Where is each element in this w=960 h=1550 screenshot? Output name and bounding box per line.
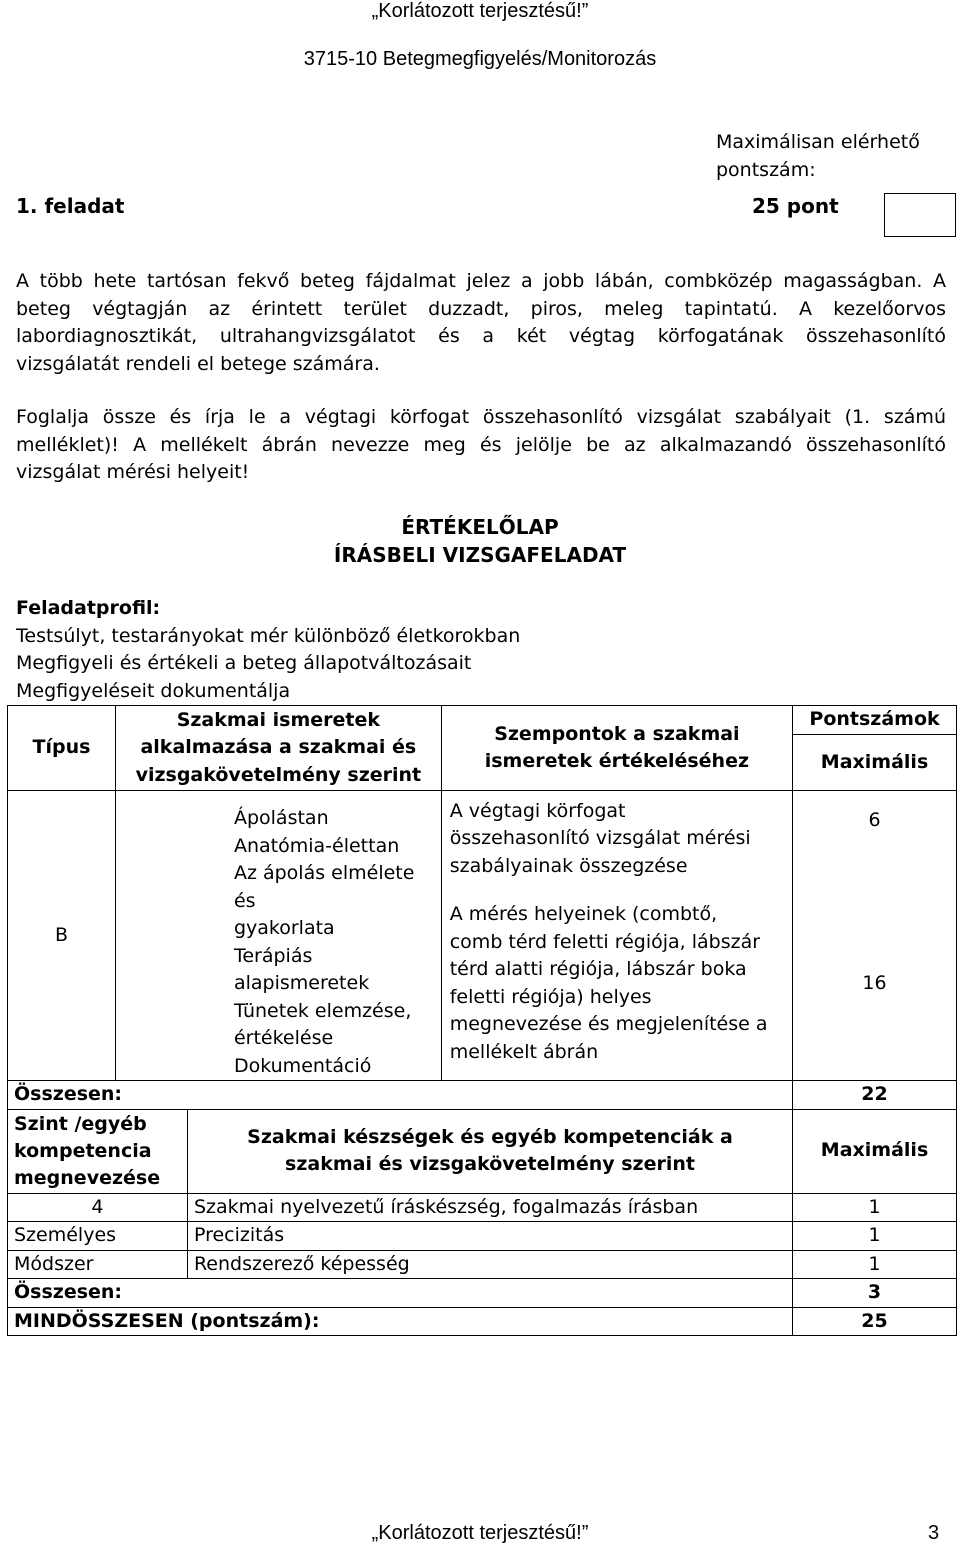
profile-item: Megfigyeléseit dokumentálja: [16, 679, 291, 702]
criteria-2: [441, 887, 792, 1080]
col-header-skills: [187, 1109, 792, 1193]
exam-code: 3715-10 Betegmegfigyelés/Monitorozás: [303, 48, 657, 70]
criteria-line: térd alatti régiója, lábszár boka: [449, 958, 747, 981]
criteria-line: szabályainak összegzése: [449, 854, 688, 877]
evaluation-title-1: ÉRTÉKELŐLAP: [401, 515, 559, 539]
criteria-line: mellékelt ábrán: [449, 1040, 599, 1063]
row-skill: Rendszerező képesség: [187, 1250, 792, 1279]
row-points: 1: [793, 1250, 957, 1279]
task-points: 25 pont: [752, 194, 839, 218]
col-header-knowledge-line: Szakmai ismeretek: [176, 708, 381, 731]
instruction-line: Foglalja össze és írja le a végtagi körfogat összehasonlító vizsgálat szabályait (1. számú: [16, 406, 946, 428]
col-header-knowledge-line: alkalmazása a szakmai és: [140, 736, 417, 759]
page-number: 3: [928, 1522, 940, 1544]
description-line: beteg végtagján az érintett terület duzzadt, piros, meleg tapintatú. A kezelőorvos: [16, 297, 946, 320]
col-header-knowledge: [115, 706, 441, 791]
col-header-level: [8, 1109, 188, 1193]
criteria-1: [441, 791, 792, 888]
type-value: B: [8, 791, 116, 1081]
max-points-label-line2: pontszám:: [716, 159, 816, 181]
col-header-points: Pontszámok: [793, 706, 957, 735]
criteria-line: comb térd feletti régiója, lábszár: [449, 930, 761, 953]
criteria-line: A mérés helyeinek (combtő,: [449, 903, 718, 926]
row-points: 1: [793, 1193, 957, 1222]
evaluation-title-2: ÍRÁSBELI VIZSGAFELADAT: [333, 543, 627, 567]
score-box: [884, 193, 956, 237]
table-row: [8, 1222, 957, 1251]
task-instructions: [16, 404, 946, 487]
subtotal2-value: 3: [793, 1279, 957, 1308]
instruction-line: vizsgálat mérési helyeit!: [16, 461, 250, 483]
knowledge-item: gyakorlata: [233, 917, 335, 939]
grand-total-value: 25: [793, 1307, 957, 1336]
subtotal-label: Összesen:: [8, 1081, 793, 1110]
knowledge-item: Ápolástan: [233, 807, 329, 829]
knowledge-item: Dokumentáció: [233, 1054, 372, 1077]
restriction-header: „Korlátozott terjesztésű!”: [371, 0, 589, 22]
col-header-criteria-line: ismeretek értékeléséhez: [484, 750, 750, 772]
row-level: Módszer: [8, 1250, 188, 1279]
task-title: 1. feladat: [16, 194, 125, 218]
criteria-line: összehasonlító vizsgálat mérési: [449, 827, 751, 850]
description-line: labordiagnosztikát, ultrahangvizsgálatot és a két végtag körfogatának összehasonlító: [16, 325, 946, 347]
table-row: [8, 1250, 957, 1279]
knowledge-item: Az ápolás elmélete és: [233, 862, 415, 912]
profile-label: Feladatprofil:: [16, 597, 161, 619]
col-header-type: Típus: [8, 706, 116, 791]
subtotal2-label: Összesen:: [8, 1279, 793, 1308]
col-header-level-line: kompetencia: [14, 1139, 152, 1162]
col-header-skills-line: szakmai és vizsgakövetelmény szerint: [285, 1153, 695, 1175]
col-header-skills-line: Szakmai készségek és egyéb kompetenciák a: [247, 1125, 733, 1148]
criteria-line: megnevezése és megjelenítése a: [449, 1013, 768, 1036]
col-header-level-line: megnevezése: [14, 1166, 161, 1189]
row-level: Személyes: [8, 1222, 188, 1251]
col-header-level-line: Szint /egyéb: [14, 1112, 147, 1135]
row-points: 1: [793, 1222, 957, 1251]
max-points-label: [716, 128, 920, 184]
knowledge-item: Terápiás alapismeretek: [233, 944, 370, 994]
row-skill: Precizitás: [187, 1222, 792, 1251]
knowledge-list: [115, 791, 441, 1081]
instruction-line: melléklet)! A mellékelt ábrán nevezze meg és jelölje be az alkalmazandó összehasonlító: [16, 433, 946, 456]
evaluation-title: [0, 513, 960, 569]
restriction-footer: „Korlátozott terjesztésű!”: [371, 1522, 589, 1544]
criteria-1-points: 6: [793, 791, 957, 888]
subtotal-value: 22: [793, 1081, 957, 1110]
profile-item: Testsúlyt, testarányokat mér különböző életkorokban: [16, 624, 521, 647]
task-description: [16, 268, 946, 378]
col-header-max: Maximális: [793, 734, 957, 790]
profile-item: Megfigyeli és értékeli a beteg állapotváltozásait: [16, 652, 472, 674]
description-line: A több hete tartósan fekvő beteg fájdalmat jelez a jobb lábán, combközép magasságban. A: [16, 270, 946, 292]
row-skill: Szakmai nyelvezetű íráskészség, fogalmazás írásban: [187, 1193, 792, 1222]
criteria-line: feletti régiója) helyes: [449, 985, 652, 1008]
criteria-2-points: 16: [793, 887, 957, 1080]
col-header-criteria-line: Szempontok a szakmai: [494, 722, 740, 745]
knowledge-item: Anatómia-élettan: [233, 834, 400, 857]
grand-total-label: MINDÖSSZESEN (pontszám):: [8, 1307, 793, 1336]
evaluation-table: [7, 705, 957, 1336]
col-header-max-2: Maximális: [793, 1109, 957, 1193]
task-profile: [16, 595, 520, 705]
col-header-criteria: [441, 706, 792, 791]
table-row: [8, 1193, 957, 1222]
criteria-line: A végtagi körfogat: [449, 799, 626, 822]
max-points-label-line1: Maximálisan elérhető: [716, 131, 920, 153]
row-level: 4: [8, 1193, 188, 1222]
col-header-knowledge-line: vizsgakövetelmény szerint: [135, 763, 422, 786]
knowledge-item: Tünetek elemzése, értékelése: [233, 999, 412, 1049]
description-line: vizsgálatát rendeli el betege számára.: [16, 352, 380, 375]
